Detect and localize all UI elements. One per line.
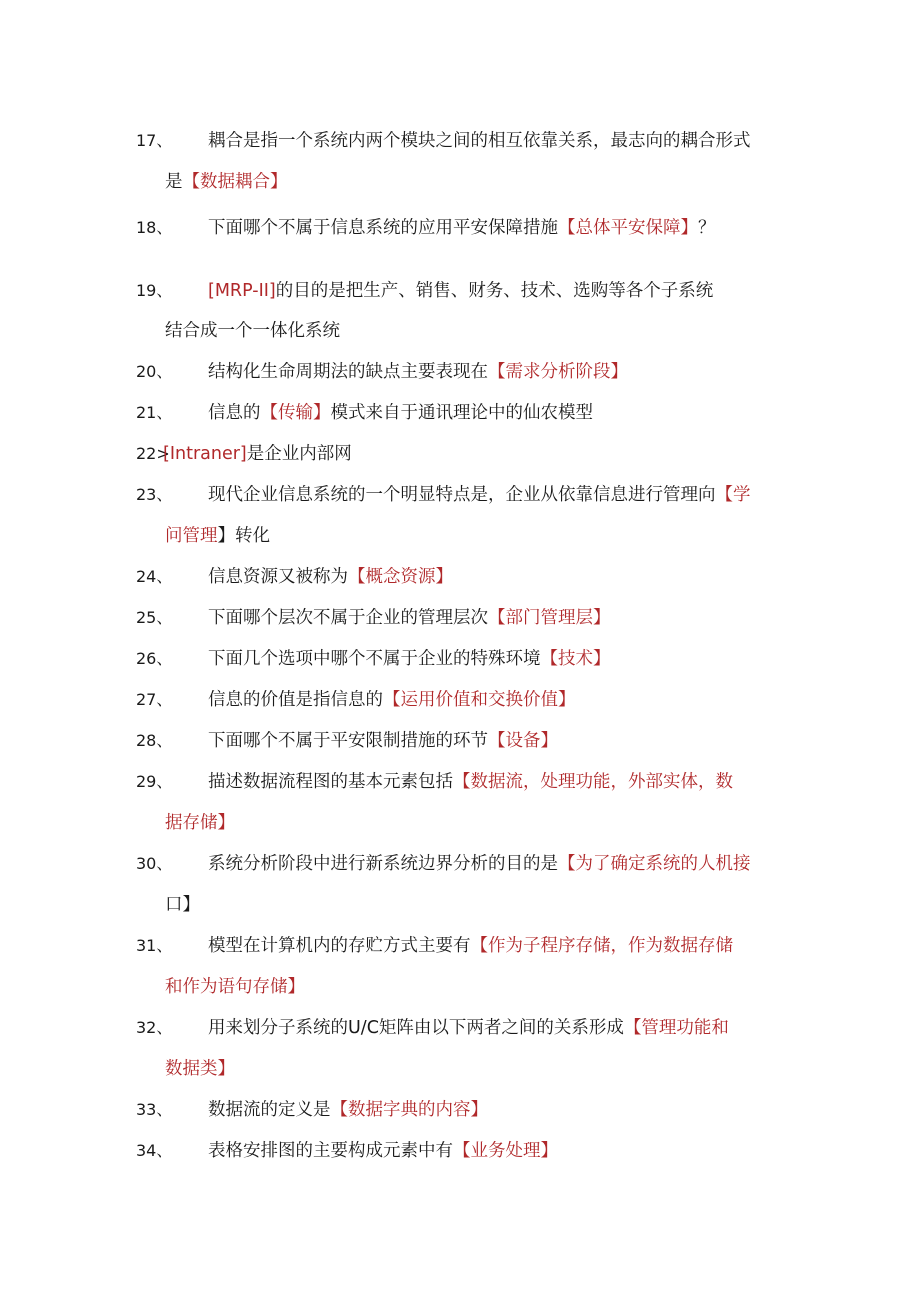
answer-text: 【传输】 (260, 403, 331, 423)
item-line (208, 279, 713, 303)
item-line (165, 975, 305, 999)
answer-text: 【部门管理层】 (488, 608, 611, 628)
item-line (208, 401, 593, 425)
item-number: 21、 (136, 403, 173, 422)
item-line (208, 216, 716, 240)
item-line (208, 852, 751, 876)
answer-text: 和作为语句存储】 (165, 977, 305, 997)
item-line (165, 319, 340, 343)
question-text: 口】 (165, 895, 200, 915)
question-text: 】转化 (217, 526, 270, 546)
item-line (208, 129, 751, 153)
item-line (208, 934, 733, 958)
answer-text: 【需求分析阶段】 (488, 362, 628, 382)
item-line (165, 170, 288, 194)
answer-text: 【为了确定系统的人机接 (558, 854, 751, 874)
item-line (208, 729, 558, 753)
answer-text: 数据类】 (165, 1059, 235, 1079)
item-line (208, 1139, 558, 1163)
item-number: 32、 (136, 1018, 173, 1037)
question-text: 模式来自于通讯理论中的仙农模型 (330, 403, 593, 423)
answer-text: 据存储】 (165, 813, 235, 833)
item-line (165, 811, 235, 835)
item-number: 28、 (136, 731, 173, 750)
question-text: 耦合是指一个系统内两个模块之间的相互依靠关系，最志向的耦合形式 (208, 131, 751, 151)
item-line (208, 565, 453, 589)
answer-text: 【学 (715, 485, 751, 505)
question-text: 信息的 (208, 403, 261, 423)
item-number: 24、 (136, 567, 173, 586)
question-text: 数据流的定义是 (208, 1100, 331, 1120)
answer-text: 【数据耦合】 (182, 172, 288, 192)
item-number: 19、 (136, 281, 173, 300)
item-line (208, 606, 611, 630)
item-line (208, 483, 751, 507)
question-text: 下面哪个不属于平安限制措施的环节 (208, 731, 488, 751)
question-text: 系统分析阶段中进行新系统边界分析的目的是 (208, 854, 558, 874)
question-text: 是企业内部网 (246, 444, 352, 464)
item-number: 23、 (136, 485, 173, 504)
question-text: 结构化生命周期法的缺点主要表现在 (208, 362, 488, 382)
question-text: 现代企业信息系统的一个明显特点是，企业从依靠信息进行管理向 (208, 485, 716, 505)
item-number: 25、 (136, 608, 173, 627)
question-text: 下面哪个不属于信息系统的应用平安保障措施 (208, 218, 558, 238)
item-line (163, 442, 352, 466)
answer-text: 【管理功能和 (623, 1018, 729, 1038)
item-number: 29、 (136, 772, 173, 791)
item-line (208, 770, 733, 794)
item-number: 33、 (136, 1100, 173, 1119)
answer-text: 【设备】 (488, 731, 558, 751)
question-text: ？ (698, 218, 716, 238)
item-number: 26、 (136, 649, 173, 668)
question-text: 信息资源又被称为 (208, 567, 348, 587)
question-text: 用来划分子系统的U/C矩阵由以下两者之间的关系形成 (208, 1018, 624, 1038)
item-number: 31、 (136, 936, 173, 955)
item-number: 17、 (136, 131, 173, 150)
answer-text: [MRP-II] (208, 281, 276, 301)
item-line (165, 524, 270, 548)
item-number: 20、 (136, 362, 173, 381)
question-text: 表格安排图的主要构成元素中有 (208, 1141, 453, 1161)
item-line (208, 360, 628, 384)
question-text: 描述数据流程图的基本元素包括 (208, 772, 453, 792)
answer-text: 问管理 (165, 526, 218, 546)
item-number: 22> (136, 444, 170, 463)
item-line (165, 1057, 235, 1081)
question-text: 信息的价值是指信息的 (208, 690, 383, 710)
question-text: 下面哪个层次不属于企业的管理层次 (208, 608, 488, 628)
answer-text: 【作为子程序存储，作为数据存储 (470, 936, 733, 956)
item-line (208, 647, 611, 671)
question-text: 的目的是把生产、销售、财务、技术、选购等各个子系统 (275, 281, 714, 301)
item-number: 30、 (136, 854, 173, 873)
answer-text: [Intraner] (163, 444, 247, 464)
answer-text: 【数据字典的内容】 (330, 1100, 488, 1120)
item-line (208, 1016, 729, 1040)
question-text: 是 (165, 172, 183, 192)
item-number: 27、 (136, 690, 173, 709)
answer-text: 【运用价值和交换价值】 (383, 690, 576, 710)
answer-text: 【技术】 (540, 649, 611, 669)
item-line (208, 1098, 488, 1122)
item-line (208, 688, 576, 712)
question-text: 下面几个选项中哪个不属于企业的特殊环境 (208, 649, 541, 669)
item-number: 18、 (136, 218, 173, 237)
item-line (165, 893, 200, 917)
question-text: 模型在计算机内的存贮方式主要有 (208, 936, 471, 956)
answer-text: 【概念资源】 (348, 567, 453, 587)
answer-text: 【总体平安保障】 (558, 218, 698, 238)
answer-text: 【数据流，处理功能，外部实体，数 (453, 772, 733, 792)
item-number: 34、 (136, 1141, 173, 1160)
question-text: 结合成一个一体化系统 (165, 321, 340, 341)
answer-text: 【业务处理】 (453, 1141, 558, 1161)
